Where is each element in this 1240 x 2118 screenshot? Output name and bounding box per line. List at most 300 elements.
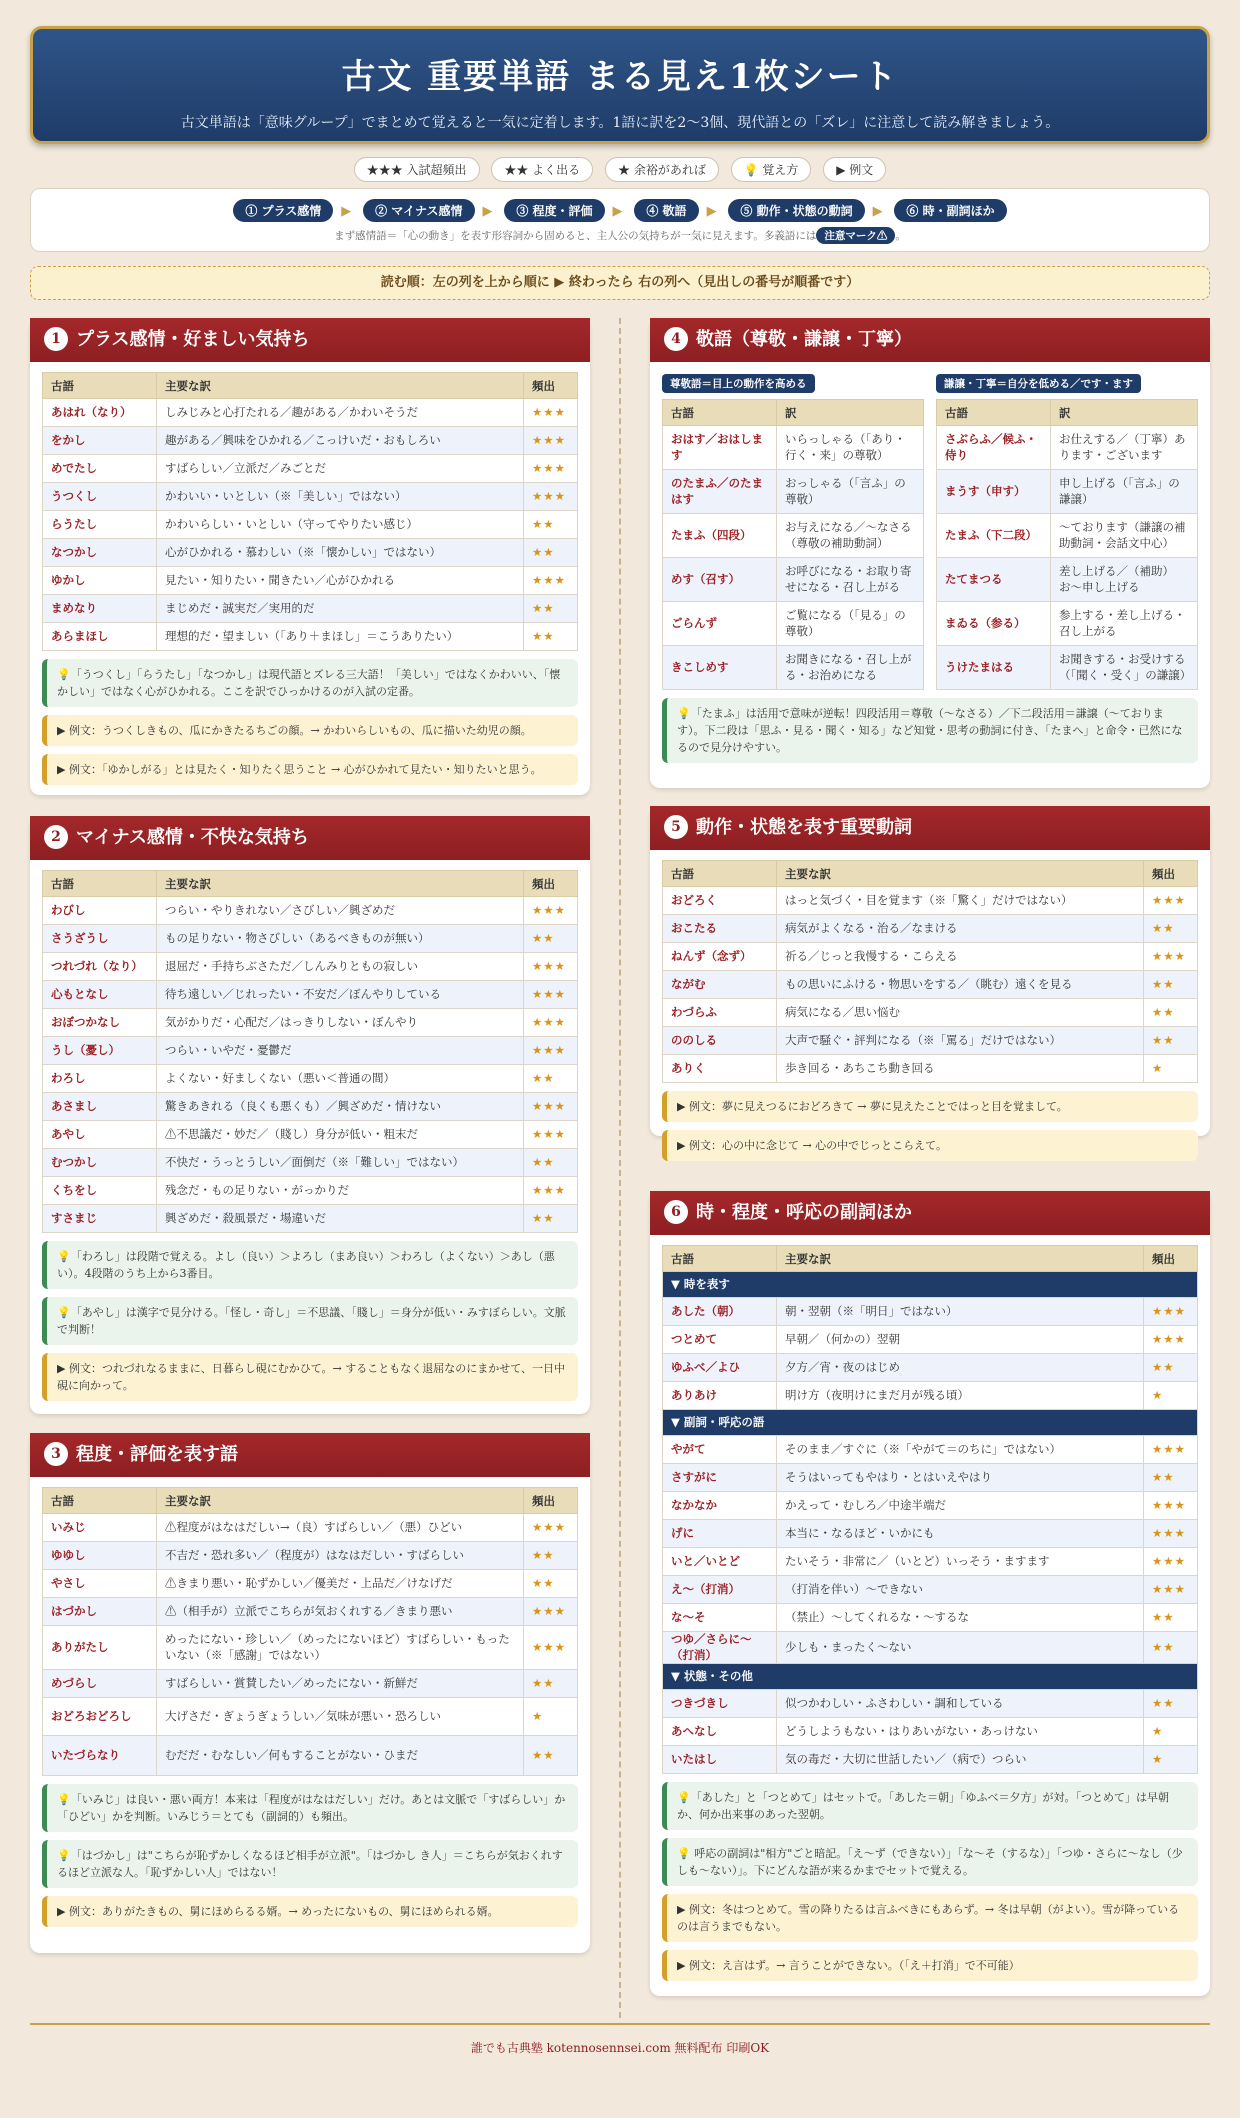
table-row: [663, 1718, 1198, 1746]
honorific-table-respect: 古語 訳 おはす／おはします いらっしゃる（「あり・行く・来」の尊敬） のたまふ／のたまはす おっしゃる（「言ふ」の尊敬） たまふ（四段） お与えになる／〜なさる（尊敬の補助動詞） めす（召す） お呼びになる・お取り寄せになる・召し上がる ごらんず ご覧になる（「見る」の尊敬） きこしめす お聞きになる・召し上がる・お治めになる: [662, 399, 924, 690]
meaning-cell: むだだ・むなしい／何もすることがない・ひまだ: [157, 1736, 524, 1776]
word-cell: やさし: [43, 1570, 157, 1598]
example-note: ▶ 例文：え言はず。→ 言うことができない。（「え＋打消」で不可能）: [662, 1950, 1198, 1981]
meaning-cell: 驚きあきれる（良くも悪くも）／興ざめだ・情けない: [157, 1093, 524, 1121]
meaning-cell: よくない・好ましくない（悪い＜普通の間）: [157, 1065, 524, 1093]
word-cell: おぼつかなし: [43, 1009, 157, 1037]
meaning-cell: 見たい・知りたい・聞きたい／心がひかれる: [157, 567, 524, 595]
frequency-stars: ★★★: [524, 1598, 578, 1626]
word-cell: わづらふ: [663, 999, 777, 1027]
tip-note: 💡「たまふ」は活用で意味が逆転！四段活用＝尊敬（〜なさる）／下二段活用＝謙譲（〜ております）。下二段は「思ふ・見る・聞く・知る」など知覚・思考の動詞に付き、「たまへ」と命令・已然になるので見分けやすい。: [662, 698, 1198, 763]
frequency-stars: ★: [1144, 1746, 1198, 1774]
word-cell: めづらし: [43, 1670, 157, 1698]
frequency-stars: ★★: [1144, 1354, 1198, 1382]
meaning-cell: 気がかりだ・心配だ／はっきりしない・ぼんやり: [157, 1009, 524, 1037]
meaning-cell: 気の毒だ・大切に世話したい／（病で）つらい: [777, 1746, 1144, 1774]
word-cell: さすがに: [663, 1464, 777, 1492]
legend: [0, 157, 1240, 182]
table-row: [43, 1009, 578, 1037]
meaning-cell: 差し上げる／（補助）お〜申し上げる: [1051, 558, 1198, 602]
frequency-stars: ★★★: [1144, 1436, 1198, 1464]
meaning-cell: そうはいってもやはり・とはいえやはり: [777, 1464, 1144, 1492]
page-subtitle: 古文単語は「意味グループ」でまとめて覚えると一気に定着します。1語に訳を2〜3個、現代語との「ズレ」に注意して読み解きましょう。: [180, 115, 1060, 131]
table-row: [663, 558, 924, 602]
vocab-table: 古語 主要な訳 頻出 あはれ（なり） しみじみと心打たれる／趣がある／かわいそうだ ★★★ をかし 趣がある／興味をひかれる／こっけいだ・おもしろい ★★★ めでたし すばらしい／立派だ／みごとだ ★★★ うつくし かわいい・いとしい（※「美しい」ではない） ★★★ らうたし かわいらしい・いとしい（守ってやりたい感じ） ★★ なつかし 心がひかれる・慕わしい（※「懐かしい」ではない） ★★ ゆかし 見たい・知りたい・聞きたい／心がひかれる ★★★ まめなり まじめだ・誠実だ／実用的だ ★★ あらまほし 理想的だ・望ましい（「あり＋まほし」＝こうありたい） ★★: [42, 372, 578, 651]
table-row: [663, 1548, 1198, 1576]
section-card-4: [650, 318, 1210, 788]
word-cell: つきづきし: [663, 1690, 777, 1718]
table-row: [43, 511, 578, 539]
meaning-cell: 残念だ・もの足りない・がっかりだ: [157, 1177, 524, 1205]
frequency-stars: ★★★: [524, 1514, 578, 1542]
legend-item: ★★★ 入試超頻出: [354, 157, 480, 182]
frequency-stars: ★★★: [524, 455, 578, 483]
meaning-cell: 朝・翌朝（※「明日」ではない）: [777, 1298, 1144, 1326]
word-cell: うし（憂し）: [43, 1037, 157, 1065]
table-row: [663, 514, 924, 558]
frequency-stars: ★★: [524, 1149, 578, 1177]
frequency-stars: ★★★: [524, 1009, 578, 1037]
section-header: 5 動作・状態を表す重要動詞: [650, 806, 1210, 850]
word-cell: あはれ（なり）: [43, 399, 157, 427]
frequency-stars: ★★: [524, 623, 578, 651]
section-card-2: [30, 816, 590, 1414]
vocab-table: 古語 主要な訳 頻出 わびし つらい・やりきれない／さびしい／興ざめだ ★★★ さうざうし もの足りない・物さびしい（あるべきものが無い） ★★ つれづれ（なり） 退屈だ・手持ちぶさただ／しんみりともの寂しい ★★★ 心もとなし 待ち遠しい／じれったい・不安だ／ぼんやりしている ★★★ おぼつかなし 気がかりだ・心配だ／はっきりしない・ぼんやり ★★★ うし（憂し） つらい・いやだ・憂鬱だ ★★★ わろし よくない・好ましくない（悪い＜普通の間） ★★ あさまし 驚きあきれる（良くも悪くも）／興ざめだ・情けない ★★★ あやし ⚠不思議だ・妙だ／（賤し）身分が低い・粗末だ ★★★ むつかし 不快だ・うっとうしい／面倒だ（※「難しい」ではない） ★★ くちをし 残念だ・もの足りない・がっかりだ ★★★ すさまじ 興ざめだ・殺風景だ・場違いだ ★★: [42, 870, 578, 1233]
meaning-cell: もの足りない・物さびしい（あるべきものが無い）: [157, 925, 524, 953]
frequency-stars: ★★★: [524, 399, 578, 427]
table-row: [43, 483, 578, 511]
nav-note: まず感情語＝「心の動き」を表す形容詞から固めると、主人公の気持ちが一気に見えます。多義語には: [334, 230, 817, 242]
table-row: [663, 1492, 1198, 1520]
meaning-cell: たいそう・非常に／（いとど）いっそう・ますます: [777, 1548, 1144, 1576]
page-title: 古文 重要単語 まる見え1枚シート: [341, 57, 899, 97]
subsection-label: 尊敬語＝目上の動作を高める: [662, 374, 815, 393]
meaning-cell: もの思いにふける・物思いをする／（眺む）遠くを見る: [777, 971, 1144, 999]
frequency-stars: ★★: [1144, 1027, 1198, 1055]
table-row: [663, 1746, 1198, 1774]
meaning-cell: ⚠程度がはなはだしい→（良）すばらしい／（悪）ひどい: [157, 1514, 524, 1542]
meaning-cell: かわいらしい・いとしい（守ってやりたい感じ）: [157, 511, 524, 539]
vocab-table: 古語 主要な訳 頻出 おどろく はっと気づく・目を覚ます（※「驚く」だけではない） ★★★ おこたる 病気がよくなる・治る／なまける ★★ ねんず（念ず） 祈る／じっと我慢する・こらえる ★★★ ながむ もの思いにふける・物思いをする／（眺む）遠くを見る ★★ わづらふ 病気になる／思い悩む ★★ ののしる 大声で騒ぐ・評判になる（※「罵る」だけではない） ★★ ありく 歩き回る・あちこち動き回る ★: [662, 860, 1198, 1083]
table-row: [43, 1514, 578, 1542]
frequency-stars: ★★: [1144, 1464, 1198, 1492]
meaning-cell: 歩き回る・あちこち動き回る: [777, 1055, 1144, 1083]
word-cell: あへなし: [663, 1718, 777, 1746]
word-cell: つれづれ（なり）: [43, 953, 157, 981]
table-row: [43, 925, 578, 953]
table-row: [43, 1065, 578, 1093]
frequency-stars: ★★: [524, 1736, 578, 1776]
frequency-stars: ★★: [1144, 999, 1198, 1027]
word-cell: ありく: [663, 1055, 777, 1083]
meaning-cell: 参上する・差し上げる・召し上がる: [1051, 602, 1198, 646]
meaning-cell: お聞きする・お受けする（「聞く・受く」の謙譲）: [1051, 646, 1198, 690]
table-row: [43, 1121, 578, 1149]
meaning-cell: つらい・いやだ・憂鬱だ: [157, 1037, 524, 1065]
word-cell: あした（朝）: [663, 1298, 777, 1326]
table-row: [663, 470, 924, 514]
meaning-cell: めったにない・珍しい／（めったにないほど）すばらしい・もったいない（※「感謝」ではない）: [157, 1626, 524, 1670]
table-row: [663, 1604, 1198, 1632]
group-label: ▼ 副詞・呼応の語: [663, 1410, 1198, 1436]
word-cell: あやし: [43, 1121, 157, 1149]
frequency-stars: ★★: [524, 511, 578, 539]
meaning-cell: そのまま／すぐに（※「やがて＝のちに」ではない）: [777, 1436, 1144, 1464]
meaning-cell: 不吉だ・恐れ多い／（程度が）はなはだしい・すばらしい: [157, 1542, 524, 1570]
meaning-cell: 不快だ・うっとうしい／面倒だ（※「難しい」ではない）: [157, 1149, 524, 1177]
table-row: [663, 1520, 1198, 1548]
meaning-cell: しみじみと心打たれる／趣がある／かわいそうだ: [157, 399, 524, 427]
table-row: [663, 1298, 1198, 1326]
word-cell: わろし: [43, 1065, 157, 1093]
section-header: 6 時・程度・呼応の副詞ほか: [650, 1191, 1210, 1235]
page-header: [30, 26, 1210, 144]
table-row: [663, 999, 1198, 1027]
word-cell: いみじ: [43, 1514, 157, 1542]
word-cell: いと／いとど: [663, 1548, 777, 1576]
word-cell: ののしる: [663, 1027, 777, 1055]
nav-item[interactable]: ⑤ 動作・状態の動詞: [728, 199, 864, 222]
meaning-cell: つらい・やりきれない／さびしい／興ざめだ: [157, 897, 524, 925]
meaning-cell: まじめだ・誠実だ／実用的だ: [157, 595, 524, 623]
legend-item: 💡 覚え方: [731, 157, 812, 182]
example-note: ▶ 例文：冬はつとめて。雪の降りたるは言ふべきにもあらず。→ 冬は早朝（がよい）。雪が降っているのは言うまでもない。: [662, 1894, 1198, 1942]
meaning-cell: かわいい・いとしい（※「美しい」ではない）: [157, 483, 524, 511]
table-row: [663, 1464, 1198, 1492]
column-divider: [619, 318, 621, 2018]
frequency-stars: ★★: [524, 1570, 578, 1598]
word-cell: たまふ（四段）: [663, 514, 777, 558]
word-cell: めす（召す）: [663, 558, 777, 602]
frequency-stars: ★★★: [524, 1121, 578, 1149]
meaning-cell: かえって・むしろ／中途半端だ: [777, 1492, 1144, 1520]
example-note: ▶ 例文：夢に見えつるにおどろきて → 夢に見えたことではっと目を覚まして。: [662, 1091, 1198, 1122]
meaning-cell: 明け方（夜明けにまだ月が残る頃）: [777, 1382, 1144, 1410]
word-cell: まゐる（参る）: [937, 602, 1051, 646]
tip-note: 💡「うつくし」「らうたし」「なつかし」は現代語とズレる三大語！「美しい」ではなくかわいい、「懐かしい」ではなく心がひかれる。ここを訳でひっかけるのが入試の定番。: [42, 659, 578, 707]
word-cell: おこたる: [663, 915, 777, 943]
table-row: [43, 897, 578, 925]
table-row: [663, 1632, 1198, 1664]
word-cell: 心もとなし: [43, 981, 157, 1009]
table-row: [43, 1542, 578, 1570]
nav-item[interactable]: ② マイナス感情: [363, 199, 474, 222]
word-cell: むつかし: [43, 1149, 157, 1177]
meaning-cell: ⚠不思議だ・妙だ／（賤し）身分が低い・粗末だ: [157, 1121, 524, 1149]
table-row: [43, 1698, 578, 1736]
table-row: [43, 427, 578, 455]
word-cell: うつくし: [43, 483, 157, 511]
table-row: [43, 981, 578, 1009]
honorific-table-humble: 古語 訳 さぶらふ／候ふ・侍り お仕えする／（丁寧）あります・ございます まうす（申す） 申し上げる（「言ふ」の謙譲） たまふ（下二段） 〜ております（謙譲の補助動詞・会話文中心） たてまつる 差し上げる／（補助）お〜申し上げる まゐる（参る） 参上する・差し上げる・召し上がる うけたまはる お聞きする・お受けする（「聞く・受く」の謙譲）: [936, 399, 1198, 690]
vocab-table: 古語 主要な訳 頻出 いみじ ⚠程度がはなはだしい→（良）すばらしい／（悪）ひどい ★★★ ゆゆし 不吉だ・恐れ多い／（程度が）はなはだしい・すばらしい ★★ やさし ⚠きまり悪い・恥ずかしい／優美だ・上品だ／けなげだ ★★ はづかし ⚠（相手が）立派でこちらが気おくれする／きまり悪い ★★★ ありがたし めったにない・珍しい／（めったにないほど）すばらしい・もったいない（※「感謝」ではない） ★★★ めづらし すばらしい・賞賛したい／めったにない・新鮮だ ★★ おどろおどろし 大げさだ・ぎょうぎょうしい／気味が悪い・恐ろしい ★ いたづらなり むだだ・むなしい／何もすることがない・ひまだ ★★: [42, 1487, 578, 1776]
table-row: [663, 1690, 1198, 1718]
example-note: ▶ 例文：つれづれなるままに、日暮らし硯にむかひて。→ することもなく退屈なのにまかせて、一日中硯に向かって。: [42, 1353, 578, 1401]
section-header: 3 程度・評価を表す語: [30, 1433, 590, 1477]
table-row: [43, 1205, 578, 1233]
meaning-cell: 病気がよくなる・治る／なまける: [777, 915, 1144, 943]
section-card-5: [650, 806, 1210, 1153]
meaning-cell: 似つかわしい・ふさわしい・調和している: [777, 1690, 1144, 1718]
frequency-stars: ★★★: [1144, 1326, 1198, 1354]
table-row: [43, 1626, 578, 1670]
frequency-stars: ★★★: [1144, 887, 1198, 915]
word-cell: めでたし: [43, 455, 157, 483]
meaning-cell: すばらしい・賞賛したい／めったにない・新鮮だ: [157, 1670, 524, 1698]
word-cell: さぶらふ／候ふ・侍り: [937, 426, 1051, 470]
frequency-stars: ★★★: [524, 483, 578, 511]
meaning-cell: ご覧になる（「見る」の尊敬）: [777, 602, 924, 646]
word-cell: なつかし: [43, 539, 157, 567]
vocab-table: 古語 主要な訳 頻出 ▼ 時を表す あした（朝） 朝・翌朝（※「明日」ではない） ★★★ つとめて 早朝／（何かの）翌朝 ★★★ ゆふべ／よひ 夕方／宵・夜のはじめ ★★ ありあけ 明け方（夜明けにまだ月が残る頃） ★ ▼ 副詞・呼応の語 やがて そのまま／すぐに（※「やがて＝のちに」ではない） ★★★ さすがに そうはいってもやはり・とはいえやはり ★★ なかなか かえって・むしろ／中途半端だ ★★★ げに 本当に・なるほど・いかにも ★★★ いと／いとど たいそう・非常に／（いとど）いっそう・ますます ★★★ え〜（打消） （打消を伴い）〜できない ★★★ な〜そ （禁止）〜してくれるな・〜するな ★★ つゆ／さらに〜（打消） 少しも・まったく〜ない ★★ ▼ 状態・その他 つきづきし 似つかわしい・ふさわしい・調和している ★★ あへなし どうしようもない・はりあいがない・あっけない ★ いたはし 気の毒だ・大切に世話したい／（病で）つらい ★: [662, 1245, 1198, 1774]
legend-item: ★ 余裕があれば: [605, 157, 719, 182]
section-card-1: [30, 318, 590, 795]
word-cell: さうざうし: [43, 925, 157, 953]
table-row: [663, 1027, 1198, 1055]
frequency-stars: ★★: [1144, 1604, 1198, 1632]
word-cell: ゆふべ／よひ: [663, 1354, 777, 1382]
meaning-cell: 趣がある／興味をひかれる／こっけいだ・おもしろい: [157, 427, 524, 455]
frequency-stars: ★★: [1144, 1632, 1198, 1664]
word-cell: うけたまはる: [937, 646, 1051, 690]
table-row: [937, 514, 1198, 558]
group-label: ▼ 状態・その他: [663, 1664, 1198, 1690]
arrow-icon: ▶: [872, 204, 883, 219]
table-row: [43, 953, 578, 981]
frequency-stars: ★★: [1144, 915, 1198, 943]
frequency-stars: ★★★: [524, 953, 578, 981]
frequency-stars: ★★★: [1144, 1492, 1198, 1520]
word-cell: あらまほし: [43, 623, 157, 651]
nav-item[interactable]: ④ 敬語: [634, 199, 698, 222]
table-row: [43, 623, 578, 651]
section-header: 4 敬語（尊敬・謙譲・丁寧）: [650, 318, 1210, 362]
word-cell: きこしめす: [663, 646, 777, 690]
word-cell: げに: [663, 1520, 777, 1548]
word-cell: ゆかし: [43, 567, 157, 595]
table-row: [43, 1093, 578, 1121]
section-nav: ① プラス感情 ▶ ② マイナス感情 ▶ ③ 程度・評価 ▶ ④ 敬語 ▶ ⑤ 動作・状態の動詞 ▶ ⑥ 時・副詞ほか まず感情語＝「心の動き」を表す形容詞から固めると、主人公の気持ちが一気に見えます。多義語には 注意マーク⚠ 。: [30, 188, 1210, 252]
word-cell: あさまし: [43, 1093, 157, 1121]
table-row: [43, 1736, 578, 1776]
meaning-cell: 〜ております（謙譲の補助動詞・会話文中心）: [1051, 514, 1198, 558]
word-cell: つゆ／さらに〜（打消）: [663, 1632, 777, 1664]
table-row: [43, 1570, 578, 1598]
word-cell: くちをし: [43, 1177, 157, 1205]
meaning-cell: 大げさだ・ぎょうぎょうしい／気味が悪い・恐ろしい: [157, 1698, 524, 1736]
group-header-row: [663, 1272, 1198, 1298]
meaning-cell: 夕方／宵・夜のはじめ: [777, 1354, 1144, 1382]
table-row: [663, 646, 924, 690]
meaning-cell: ⚠（相手が）立派でこちらが気おくれする／きまり悪い: [157, 1598, 524, 1626]
word-cell: のたまふ／のたまはす: [663, 470, 777, 514]
table-row: [937, 426, 1198, 470]
word-cell: らうたし: [43, 511, 157, 539]
word-cell: まめなり: [43, 595, 157, 623]
table-row: [663, 1382, 1198, 1410]
section-header: 1 プラス感情・好ましい気持ち: [30, 318, 590, 362]
table-row: [663, 1326, 1198, 1354]
table-row: [43, 539, 578, 567]
meaning-cell: 待ち遠しい／じれったい・不安だ／ぼんやりしている: [157, 981, 524, 1009]
nav-item[interactable]: ③ 程度・評価: [504, 199, 604, 222]
frequency-stars: ★★: [524, 1065, 578, 1093]
arrow-icon: ▶: [612, 204, 623, 219]
frequency-stars: ★★★: [524, 1177, 578, 1205]
table-row: [663, 1055, 1198, 1083]
meaning-cell: 病気になる／思い悩む: [777, 999, 1144, 1027]
word-cell: ありがたし: [43, 1626, 157, 1670]
legend-item: ▶ 例文: [823, 157, 886, 182]
table-row: [43, 595, 578, 623]
frequency-stars: ★★★: [1144, 943, 1198, 971]
meaning-cell: すばらしい／立派だ／みごとだ: [157, 455, 524, 483]
frequency-stars: ★★★: [524, 1626, 578, 1670]
frequency-stars: ★★: [524, 1542, 578, 1570]
meaning-cell: （禁止）〜してくれるな・〜するな: [777, 1604, 1144, 1632]
table-row: [43, 1670, 578, 1698]
table-row: [43, 399, 578, 427]
meaning-cell: どうしようもない・はりあいがない・あっけない: [777, 1718, 1144, 1746]
word-cell: すさまじ: [43, 1205, 157, 1233]
meaning-cell: （打消を伴い）〜できない: [777, 1576, 1144, 1604]
meaning-cell: お聞きになる・召し上がる・お治めになる: [777, 646, 924, 690]
word-cell: まうす（申す）: [937, 470, 1051, 514]
arrow-icon: ▶: [706, 204, 717, 219]
meaning-cell: 大声で騒ぐ・評判になる（※「罵る」だけではない）: [777, 1027, 1144, 1055]
frequency-stars: ★★★: [1144, 1576, 1198, 1604]
table-row: [663, 1436, 1198, 1464]
meaning-cell: おっしゃる（「言ふ」の尊敬）: [777, 470, 924, 514]
frequency-stars: ★★★: [524, 1093, 578, 1121]
page-footer: 誰でも古典塾 kotennosennsei.com 無料配布 印刷OK: [30, 2023, 1210, 2056]
meaning-cell: 理想的だ・望ましい（「あり＋まほし」＝こうありたい）: [157, 623, 524, 651]
word-cell: つとめて: [663, 1326, 777, 1354]
caution-badge: 注意マーク⚠: [816, 227, 895, 244]
frequency-stars: ★★★: [524, 567, 578, 595]
frequency-stars: ★★: [1144, 1690, 1198, 1718]
frequency-stars: ★★: [1144, 971, 1198, 999]
frequency-stars: ★: [1144, 1382, 1198, 1410]
word-cell: いたづらなり: [43, 1736, 157, 1776]
word-cell: ごらんず: [663, 602, 777, 646]
word-cell: ながむ: [663, 971, 777, 999]
group-label: ▼ 時を表す: [663, 1272, 1198, 1298]
word-cell: おどろく: [663, 887, 777, 915]
meaning-cell: お仕えする／（丁寧）あります・ございます: [1051, 426, 1198, 470]
frequency-stars: ★★: [524, 1670, 578, 1698]
reading-order: 読む順：左の列を上から順に ▶ 終わったら 右の列へ（見出しの番号が順番です）: [30, 266, 1210, 300]
example-note: ▶ 例文：うつくしきもの、瓜にかきたるちごの顔。→ かわいらしいもの、瓜に描いた幼児の顔。: [42, 715, 578, 746]
nav-item[interactable]: ⑥ 時・副詞ほか: [894, 199, 1006, 222]
table-row: [663, 943, 1198, 971]
table-row: [937, 558, 1198, 602]
example-note: ▶ 例文：心の中に念じて → 心の中でじっとこらえて。: [662, 1130, 1198, 1161]
meaning-cell: 興ざめだ・殺風景だ・場違いだ: [157, 1205, 524, 1233]
table-row: [937, 602, 1198, 646]
table-row: [43, 1037, 578, 1065]
meaning-cell: 祈る／じっと我慢する・こらえる: [777, 943, 1144, 971]
meaning-cell: いらっしゃる（「あり・行く・来」の尊敬）: [777, 426, 924, 470]
tip-note: 💡「はづかし」は"こちらが恥ずかしくなるほど相手が立派"。「はづかし き人」＝こちらが気おくれするほど立派な人。「恥ずかしい人」ではない！: [42, 1840, 578, 1888]
word-cell: な〜そ: [663, 1604, 777, 1632]
word-cell: なかなか: [663, 1492, 777, 1520]
table-row: [663, 426, 924, 470]
frequency-stars: ★★★: [1144, 1548, 1198, 1576]
tip-note: 💡「いみじ」は良い・悪い両方！本来は「程度がはなはだしい」だけ。あとは文脈で「すばらしい」か「ひどい」かを判断。いみじう＝とても（副詞的）も頻出。: [42, 1784, 578, 1832]
tip-note: 💡「あやし」は漢字で見分ける。「怪し・奇し」＝不思議、「賤し」＝身分が低い・みすぼらしい。文脈で判断！: [42, 1297, 578, 1345]
word-cell: おどろおどろし: [43, 1698, 157, 1736]
table-row: [43, 1598, 578, 1626]
tip-note: 💡「わろし」は段階で覚える。よし（良い）＞よろし（まあ良い）＞わろし（よくない）＞あし（悪い）。4段階のうち上から3番目。: [42, 1241, 578, 1289]
table-row: [663, 1576, 1198, 1604]
frequency-stars: ★: [1144, 1718, 1198, 1746]
meaning-cell: お与えになる／〜なさる（尊敬の補助動詞）: [777, 514, 924, 558]
table-row: [663, 915, 1198, 943]
frequency-stars: ★★★: [1144, 1520, 1198, 1548]
word-cell: はづかし: [43, 1598, 157, 1626]
meaning-cell: 退屈だ・手持ちぶさただ／しんみりともの寂しい: [157, 953, 524, 981]
table-row: [663, 602, 924, 646]
section-card-3: [30, 1433, 590, 1953]
frequency-stars: ★★★: [524, 981, 578, 1009]
word-cell: え〜（打消）: [663, 1576, 777, 1604]
meaning-cell: お呼びになる・お取り寄せになる・召し上がる: [777, 558, 924, 602]
meaning-cell: 少しも・まったく〜ない: [777, 1632, 1144, 1664]
word-cell: いたはし: [663, 1746, 777, 1774]
table-row: [663, 1354, 1198, 1382]
tip-note: 💡 呼応の副詞は"相方"ごと暗記。「え〜ず（できない）」「な〜そ（するな）」「つゆ・さらに〜なし（少しも〜ない）」。下にどんな語が来るかまでセットで覚える。: [662, 1838, 1198, 1886]
arrow-icon: ▶: [482, 204, 493, 219]
nav-item[interactable]: ① プラス感情: [233, 199, 333, 222]
arrow-icon: ▶: [341, 204, 352, 219]
example-note: ▶ 例文：ありがたきもの、舅にほめらるる婿。→ めったにないもの、舅にほめられる婿。: [42, 1896, 578, 1927]
table-row: [43, 455, 578, 483]
meaning-cell: ⚠きまり悪い・恥ずかしい／優美だ・上品だ／けなげだ: [157, 1570, 524, 1598]
table-row: [663, 887, 1198, 915]
frequency-stars: ★★: [524, 595, 578, 623]
word-cell: やがて: [663, 1436, 777, 1464]
frequency-stars: ★★: [524, 539, 578, 567]
word-cell: たまふ（下二段）: [937, 514, 1051, 558]
word-cell: ねんず（念ず）: [663, 943, 777, 971]
example-note: ▶ 例文：「ゆかしがる」とは見たく・知りたく思うこと → 心がひかれて見たい・知りたいと思う。: [42, 754, 578, 785]
table-row: [663, 971, 1198, 999]
frequency-stars: ★★★: [524, 897, 578, 925]
word-cell: おはす／おはします: [663, 426, 777, 470]
word-cell: ゆゆし: [43, 1542, 157, 1570]
meaning-cell: 本当に・なるほど・いかにも: [777, 1520, 1144, 1548]
word-cell: をかし: [43, 427, 157, 455]
meaning-cell: 心がひかれる・慕わしい（※「懐かしい」ではない）: [157, 539, 524, 567]
meaning-cell: はっと気づく・目を覚ます（※「驚く」だけではない）: [777, 887, 1144, 915]
group-header-row: [663, 1664, 1198, 1690]
table-row: [43, 567, 578, 595]
frequency-stars: ★★: [524, 925, 578, 953]
meaning-cell: 申し上げる（「言ふ」の謙譲）: [1051, 470, 1198, 514]
frequency-stars: ★★: [524, 1205, 578, 1233]
word-cell: ありあけ: [663, 1382, 777, 1410]
table-row: [937, 470, 1198, 514]
table-row: [43, 1149, 578, 1177]
table-row: [43, 1177, 578, 1205]
section-header: 2 マイナス感情・不快な気持ち: [30, 816, 590, 860]
frequency-stars: ★★★: [1144, 1298, 1198, 1326]
section-card-6: [650, 1191, 1210, 1996]
meaning-cell: 早朝／（何かの）翌朝: [777, 1326, 1144, 1354]
frequency-stars: ★★★: [524, 427, 578, 455]
frequency-stars: ★: [1144, 1055, 1198, 1083]
